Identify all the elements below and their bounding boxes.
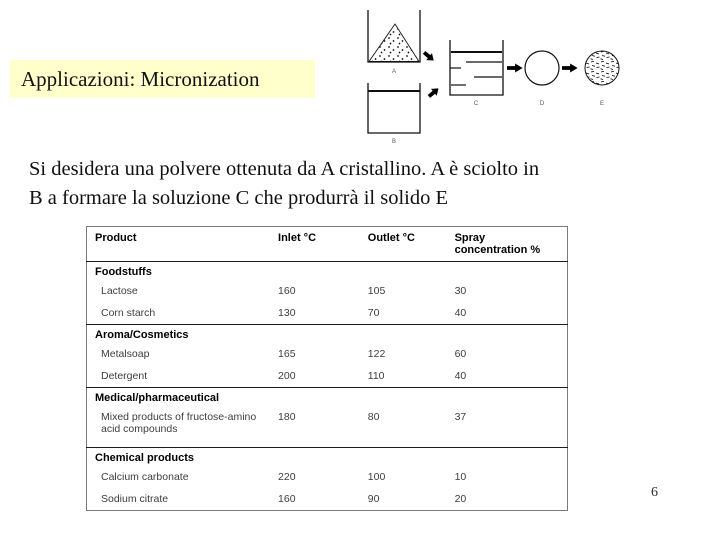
slide-title: Applicazioni: Micronization <box>10 60 315 98</box>
droplet-d-label: D <box>539 101 545 107</box>
vessel-b-label: B <box>391 139 397 145</box>
section-header-medical-pharmaceutical: Medical/pharmaceutical <box>87 388 568 407</box>
vessel-a <box>368 10 420 62</box>
table-row: Corn starch 130 70 40 <box>101 307 467 319</box>
section-header-foodstuffs: Foodstuffs <box>87 262 568 281</box>
arrow-b-to-c-icon <box>426 85 441 100</box>
table-row: Calcium carbonate 220 100 10 <box>101 471 467 483</box>
table-row: Metalsoap 165 122 60 <box>101 348 467 360</box>
body-text <box>29 155 669 213</box>
vessel-c-label: C <box>473 101 479 107</box>
col-header-product: Product <box>87 227 271 262</box>
vessel-b <box>368 83 420 133</box>
col-header-outlet: Outlet °C <box>360 227 447 262</box>
section-header-chemical-products: Chemical products <box>87 448 568 467</box>
table-row: Lactose 160 105 30 <box>101 285 467 297</box>
page-number: 6 <box>651 485 658 500</box>
arrow-a-to-c-icon <box>421 49 436 64</box>
spray-drying-table <box>86 226 568 511</box>
droplet-d <box>525 51 559 85</box>
table-row: Mixed products of fructose-amino acid compounds 180 80 37 <box>101 411 467 435</box>
col-header-spray: Spray concentration % <box>447 227 568 262</box>
table-header-row <box>87 227 568 262</box>
vessel-c <box>450 40 503 95</box>
solid-e <box>585 51 619 85</box>
table-row: Detergent 200 110 40 <box>101 370 467 382</box>
arrow-d-to-e-icon <box>562 64 578 73</box>
section-header-aroma-cosmetics: Aroma/Cosmetics <box>87 325 568 344</box>
process-diagram <box>360 0 630 150</box>
arrow-c-to-d-icon <box>507 64 523 73</box>
solid-e-label: E <box>599 101 605 107</box>
body-line-2: B a formare la soluzione C che produrrà il solido E <box>29 187 448 209</box>
vessel-a-label: A <box>391 69 397 75</box>
body-line-1: Si desidera una polvere ottenuta da A cristallino. A è sciolto in <box>29 158 540 180</box>
col-header-inlet: Inlet °C <box>270 227 360 262</box>
table-row: Sodium citrate 160 90 20 <box>101 493 467 505</box>
